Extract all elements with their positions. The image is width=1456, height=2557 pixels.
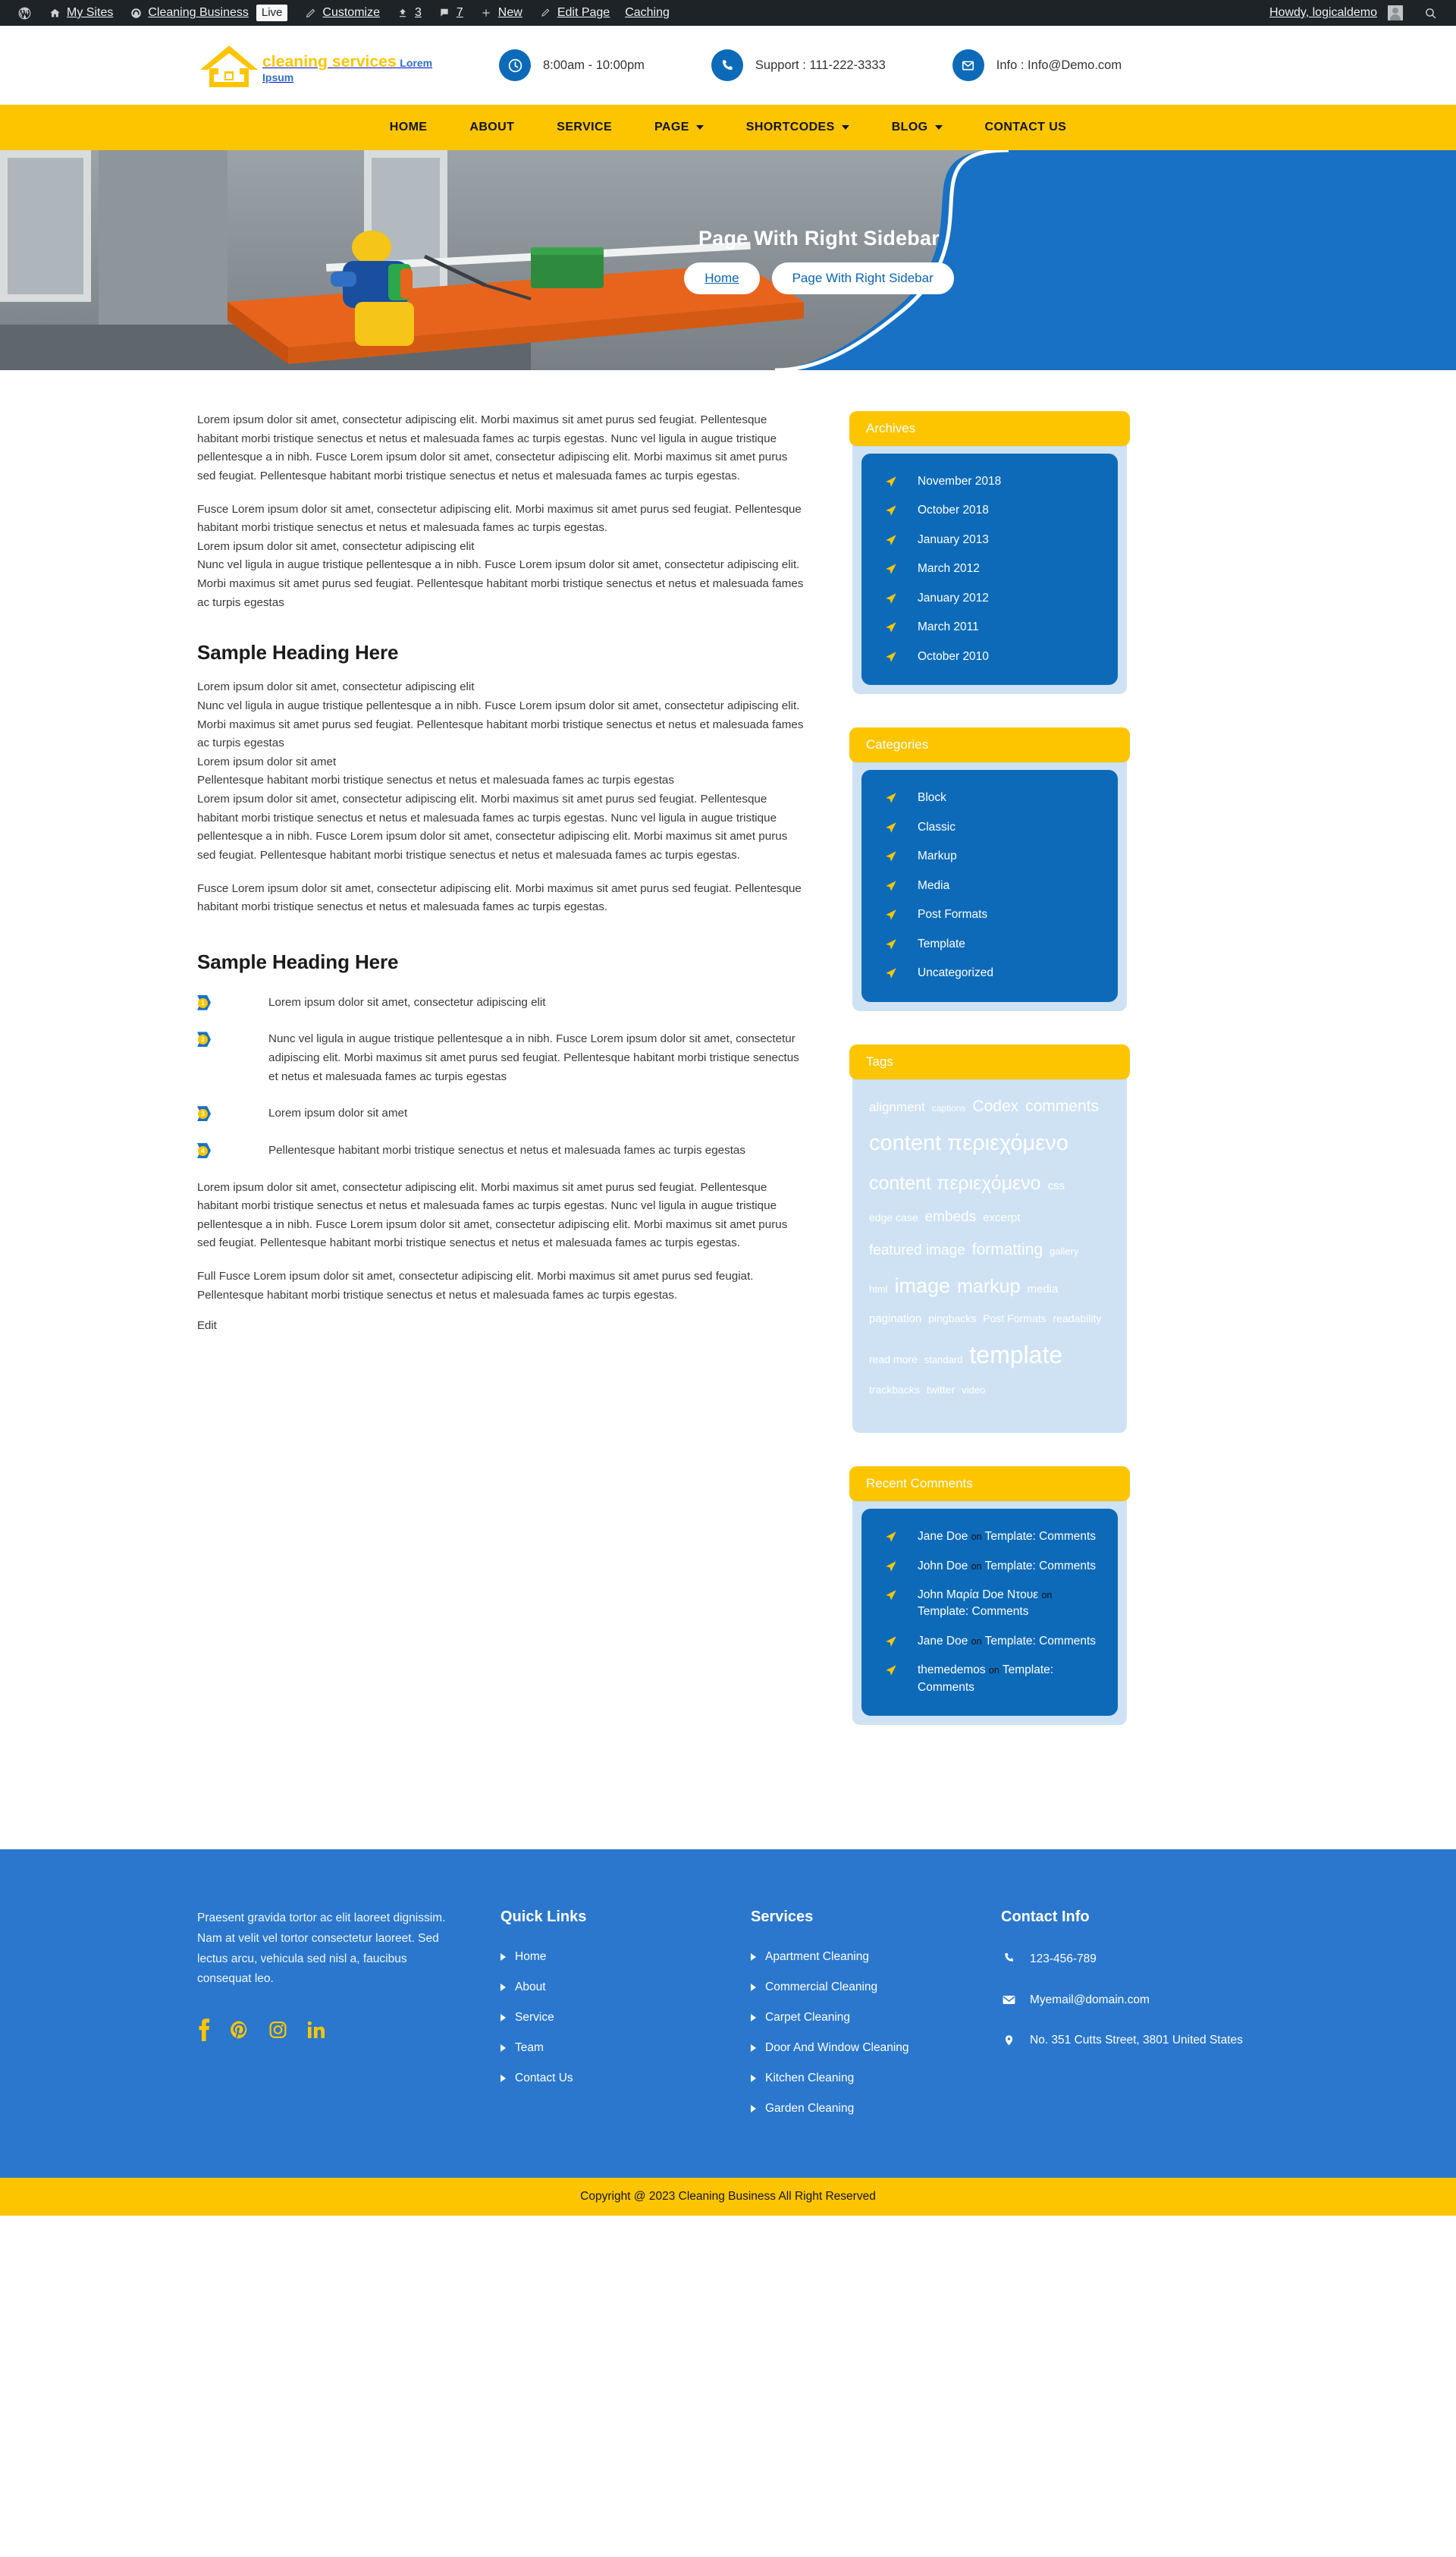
sites-icon [47,5,62,20]
pinterest-icon[interactable] [230,2018,249,2045]
edit-link[interactable]: Edit [197,1319,217,1333]
triangle-right-icon [751,2075,756,2082]
tag-cloud [852,1075,1127,1434]
breadcrumb-home[interactable]: Home [684,262,759,294]
category-link[interactable]: Post Formats [918,908,988,922]
edit-icon [538,5,553,20]
comment-post-title: Template: Comments [984,1530,1097,1544]
services-list [751,1950,1001,2116]
tag-link[interactable]: readability [1053,1311,1102,1324]
tag-link[interactable]: alignment [869,1099,925,1114]
category-link[interactable]: Uncategorized [918,966,993,980]
list-item[interactable] [875,646,1104,668]
list-item[interactable] [875,470,1104,493]
category-link[interactable]: Template [918,937,965,950]
list-item[interactable] [875,787,1104,809]
adminbar-comments-count: 7 [456,6,463,19]
tag-link[interactable]: twitter [926,1384,956,1396]
list-item [1001,1991,1259,2009]
arrow-icon [884,1663,898,1677]
tag-link[interactable]: Post Formats [983,1311,1046,1324]
list-item[interactable] [875,1584,1104,1624]
list-marker-icon: 2 [197,1032,214,1048]
adminbar-edit-page-label: Edit Page [557,6,610,19]
tag-link[interactable]: media [1027,1283,1059,1296]
quick-link[interactable]: About [515,1981,546,1994]
triangle-right-icon [751,2014,756,2021]
arrow-icon [884,1635,898,1648]
list-item[interactable] [751,1981,1001,1994]
comment-on-label: on [1041,1590,1053,1600]
list-item[interactable] [751,2072,1001,2085]
location-icon [1001,2031,1016,2047]
archives-link[interactable]: March 2011 [918,620,979,634]
search-icon [1423,5,1438,20]
tag-link[interactable]: pagination [869,1311,922,1325]
nav-label-page: PAGE [654,121,689,134]
quick-link[interactable]: Contact Us [515,2072,573,2085]
nav-label-home: HOME [389,121,428,134]
footer-social-links [197,2018,455,2045]
content-paragraph-5: Fusce Lorem ipsum dolor sit amet, consectetur adipiscing elit. Morbi maximus sit amet purus sed feugiat. Pellentesque habitant morbi tristique senectus et netus et malesuada fames ac turpis egestas. [197,881,802,914]
chevron-down-icon [696,125,704,130]
arrow-icon [884,791,898,805]
pencil-icon [303,5,318,20]
list-item[interactable] [875,1659,1104,1699]
list-item[interactable] [500,2072,751,2085]
logo-title: cleaning services [262,53,397,71]
archives-link[interactable]: March 2012 [918,562,980,576]
arrow-icon [884,562,898,576]
adminbar-site-name[interactable] [121,0,256,26]
tag-link[interactable]: edge case [869,1211,918,1224]
adminbar-live-badge-wrap [256,0,296,26]
header-info-hours [499,49,645,81]
phone-icon [1001,1950,1016,1964]
list-item[interactable] [751,2011,1001,2025]
comment-on-label: on [971,1531,982,1543]
list-item[interactable] [875,1555,1104,1578]
triangle-right-icon [500,1953,506,1961]
archives-link[interactable]: January 2013 [918,532,989,546]
arrow-icon [884,966,898,980]
contact-email-text: Myemail@domain.com [1030,1993,1150,2006]
widget-tags [849,1044,1130,1434]
list-item[interactable] [875,587,1104,610]
list-item[interactable] [500,2011,751,2025]
footer-about [197,1908,500,2132]
list-item[interactable] [875,1525,1104,1548]
adminbar-edit-page[interactable] [530,0,617,26]
header-info-email [952,49,1122,81]
arrow-icon [884,1560,898,1573]
mail-icon [1001,1991,1016,2007]
nav-item-shortcodes[interactable] [725,105,871,150]
widget-categories-body [852,758,1127,1010]
list-item [197,994,804,1013]
header-hours-text: 8:00am - 10:00pm [543,58,645,72]
nav-item-about[interactable] [448,105,535,150]
content-numbered-list [197,994,804,1161]
category-link[interactable]: Classic [918,820,956,834]
list-item[interactable] [875,875,1104,897]
recent-comment-link[interactable] [898,1558,1096,1575]
tag-link[interactable]: embeds [924,1209,977,1226]
list-item[interactable] [751,1950,1001,1964]
list-item [197,1142,804,1161]
widget-tags-title: Tags [849,1044,1130,1079]
contact-address-text: No. 351 Cutts Street, 3801 United States [1030,2033,1243,2047]
list-marker-icon: 4 [197,1143,214,1160]
hero-content [0,150,1456,370]
arrow-icon [884,879,898,893]
comment-author: John Μαρία Doe Ντουε [918,1588,1039,1601]
list-item-text: Lorem ipsum dolor sit amet [268,1107,408,1120]
triangle-right-icon [500,2014,506,2021]
plus-icon [479,5,494,20]
content-paragraph-4-line5: Lorem ipsum dolor sit amet, consectetur adipiscing elit. Morbi maximus sit amet purus sed feugiat. Pellentesque habitant morbi tristique senectus et netus et malesuada fames ac turpis egestas. Nunc vel ligula in augue tristique pellentesque a in nibh. Fusce Lorem ipsum dolor sit amet, consectetur adipiscing elit. Morbi maximus sit amet purus sed feugiat. Pellentesque habitant morbi tristique senectus et netus et malesuada fames ac turpis egestas. [197,793,788,862]
hero-banner [0,150,1456,370]
list-item[interactable] [500,1981,751,1994]
header-info-group [499,49,1122,81]
main-content [197,411,827,1758]
header-info-support [711,49,886,81]
triangle-right-icon [500,2044,506,2052]
tag-link[interactable]: Codex [972,1097,1019,1115]
widget-archives-body [852,441,1127,694]
list-item[interactable] [875,499,1104,522]
recent-comment-link[interactable] [898,1528,1096,1545]
archives-link[interactable]: October 2010 [918,649,989,663]
widget-archives [849,411,1130,694]
content-paragraph-1: Lorem ipsum dolor sit amet, consectetur adipiscing elit. Morbi maximus sit amet purus sed feugiat. Pellentesque habitant morbi tristique senectus et netus et malesuada fames ac turpis egestas. Nunc vel ligula in augue tristique pellentesque a in nibh. Fusce Lorem ipsum dolor sit amet, consectetur adipiscing elit. Morbi maximus sit amet purus sed feugiat. Pellentesque habitant morbi tristique senectus et netus et malesuada fames ac turpis egestas. [197,413,788,482]
comment-post-title: Template: Comments [984,1634,1097,1648]
tag-link[interactable]: excerpt [983,1211,1021,1225]
adminbar-customize[interactable] [295,0,388,26]
page-title: Page With Right Sidebar [698,226,940,250]
adminbar-wp-logo[interactable] [9,0,39,26]
mail-icon [952,49,984,81]
category-link[interactable]: Markup [918,850,957,863]
content-paragraph-3-line2: Nunc vel ligula in augue tristique pellentesque a in nibh. Fusce Lorem ipsum dolor sit amet, consectetur adipiscing elit. Morbi maximus sit amet purus sed feugiat. Pellentesque habitant morbi tristique senectus et netus et malesuada fames ac turpis egestas [197,558,804,609]
service-link[interactable]: Door And Window Cleaning [765,2041,909,2055]
nav-item-home[interactable] [369,105,449,150]
nav-label-contact-us: CONTACT US [984,121,1067,134]
nav-label-about: ABOUT [469,121,515,134]
widget-categories-title: Categories [849,727,1130,762]
logo-wordmark [262,54,447,88]
comment-post-title: Template: Comments [984,1559,1097,1572]
list-item-text: Lorem ipsum dolor sit amet, consectetur adipiscing elit [268,995,546,1009]
comment-author: John Doe [918,1559,968,1572]
widget-recent-comments [849,1466,1130,1725]
list-item [1001,2031,1259,2049]
arrow-icon [884,592,898,605]
footer-services [751,1908,1001,2132]
site-footer [0,1849,1456,2178]
comment-icon [437,5,452,20]
list-item[interactable] [875,558,1104,580]
adminbar-caching-label: Caching [625,6,670,19]
facebook-icon[interactable] [197,2018,210,2045]
service-link[interactable]: Garden Cleaning [765,2102,855,2116]
breadcrumb [684,262,954,294]
house-logo-icon [197,42,261,88]
site-logo[interactable] [197,42,447,88]
copyright-bar [0,2178,1456,2216]
adminbar-customize-label: Customize [322,6,380,19]
arrow-icon [884,908,898,922]
adminbar-new-label: New [497,6,522,19]
tag-link[interactable]: html [869,1283,888,1296]
content-paragraph-6: Lorem ipsum dolor sit amet, consectetur adipiscing elit. Morbi maximus sit amet purus sed feugiat. Pellentesque habitant morbi tristique senectus et netus et malesuada fames ac turpis egestas. Nunc vel ligula in augue tristique pellentesque a in nibh. Fusce Lorem ipsum dolor sit amet, consectetur adipiscing elit. Morbi maximus sit amet purus sed feugiat. Pellentesque habitant morbi tristique senectus et netus et malesuada fames ac turpis egestas. [197,1180,788,1250]
comment-author: themedemos [918,1663,986,1677]
footer-quick-links-title: Quick Links [500,1908,587,1926]
triangle-right-icon [751,1953,756,1961]
widget-archives-title: Archives [849,411,1130,446]
arrow-icon [884,938,898,951]
recent-comment-link[interactable] [898,1633,1096,1650]
service-link[interactable]: Commercial Cleaning [765,1981,878,1994]
adminbar-search-button[interactable] [1410,0,1447,26]
content-paragraph-7: Full Fusce Lorem ipsum dolor sit amet, consectetur adipiscing elit. Morbi maximus sit amet purus sed feugiat. Pellentesque habitant morbi tristique senectus et netus et malesuada fames ac turpis egestas. [197,1270,754,1302]
recent-comment-link[interactable] [898,1587,1104,1621]
list-item-text: Nunc vel ligula in augue tristique pellentesque a in nibh. Fusce Lorem ipsum dolor sit amet, consectetur adipiscing elit. Morbi maximus sit amet purus sed feugiat. Pellentesque habitant morbi tristique senectus et netus et malesuada fames ac turpis egestas [268,1032,799,1083]
content-paragraph-4-line4: Pellentesque habitant morbi tristique senectus et netus et malesuada fames ac turpis egestas [197,774,674,787]
service-link[interactable]: Kitchen Cleaning [765,2072,855,2085]
adminbar-account[interactable] [1262,0,1410,26]
tag-link[interactable]: video [962,1384,986,1396]
content-paragraph-3-line1: Lorem ipsum dolor sit amet, consectetur adipiscing elit [197,539,475,553]
nav-label-blog: BLOG [891,121,928,134]
clock-icon [499,49,531,81]
adminbar-updates-count: 3 [414,6,422,19]
sidebar [827,411,1130,1758]
comment-on-label: on [971,1560,982,1572]
wordpress-icon [17,5,32,20]
list-item[interactable] [875,816,1104,839]
tag-link[interactable]: standard [924,1354,963,1366]
comment-on-label: on [971,1635,982,1647]
header-email-text: Info : Info@Demo.com [996,58,1122,72]
comment-post-title: Template: Comments [918,1663,1054,1694]
arrow-icon [884,1530,898,1544]
quick-links-list [500,1950,751,2085]
archives-link[interactable]: October 2018 [918,504,989,517]
arrow-icon [884,1588,898,1602]
page-body [197,370,1259,1849]
nav-item-page[interactable] [633,105,725,150]
adminbar-live-badge: Live [256,5,288,21]
content-paragraph-4-line2: Nunc vel ligula in augue tristique pellentesque a in nibh. Fusce Lorem ipsum dolor sit amet, consectetur adipiscing elit. Morbi maximus sit amet purus sed feugiat. Pellentesque habitant morbi tristique senectus et netus et malesuada fames ac turpis egestas [197,699,804,750]
copyright-text: Copyright @ 2023 Cleaning Business All Right Reserved [580,2190,876,2204]
content-paragraph-4-line3: Lorem ipsum dolor sit amet [197,755,337,768]
arrow-icon [884,504,898,517]
list-item[interactable] [500,1950,751,1964]
comment-post-title: Template: Comments [918,1605,1029,1619]
tag-link[interactable]: gallery [1050,1245,1079,1257]
list-item-text: Pellentesque habitant morbi tristique senectus et netus et malesuada fames ac turpis egestas [268,1143,745,1157]
footer-about-text: Praesent gravida tortor ac elit laoreet dignissim. Nam at velit vel tortor consectetur laoreet. Sed lectus arcu, vehicula sed nisl a, faucibus consequat leo. [197,1911,446,1986]
list-item[interactable] [751,2102,1001,2116]
recent-comments-list [875,1525,1104,1699]
nav-item-service[interactable] [535,105,633,150]
footer-quick-links [500,1908,751,2132]
site-header [0,26,1456,105]
tag-link[interactable]: pingbacks [928,1311,977,1324]
adminbar-howdy: Howdy, logicaldemo [1269,6,1377,19]
breadcrumb-current: Page With Right Sidebar [772,262,954,294]
chevron-down-icon [842,125,849,130]
widget-recent-comments-title: Recent Comments [849,1466,1130,1501]
content-heading-2: Sample Heading Here [197,950,399,973]
tag-link[interactable]: comments [1025,1097,1099,1115]
list-item[interactable] [875,529,1104,551]
arrow-icon [884,850,898,863]
service-link[interactable]: Apartment Cleaning [765,1950,869,1964]
tag-link[interactable]: content περιεχόμενο [869,1172,1041,1194]
footer-services-title: Services [751,1908,814,1926]
linkedin-icon[interactable] [307,2018,325,2045]
footer-contact [1001,1908,1259,2132]
triangle-right-icon [751,2105,756,2113]
triangle-right-icon [500,2075,506,2082]
triangle-right-icon [751,1984,756,1991]
service-link[interactable]: Carpet Cleaning [765,2011,851,2025]
tag-link[interactable]: image [894,1274,951,1298]
list-marker-icon: 3 [197,1106,214,1123]
quick-link[interactable]: Home [515,1950,547,1964]
update-icon [395,5,410,20]
contact-info-list [1001,1950,1259,2049]
adminbar-my-sites[interactable] [39,0,121,26]
triangle-right-icon [751,2044,756,2052]
contact-phone-text: 123-456-789 [1030,1952,1097,1966]
adminbar-caching[interactable] [617,0,677,26]
list-item[interactable] [875,1630,1104,1653]
category-link[interactable]: Block [918,791,946,805]
logo-subtitle: Lorem Ipsum [262,57,433,83]
widget-recent-comments-body [852,1497,1127,1725]
list-item [197,1104,804,1123]
widget-categories [849,727,1130,1010]
dashboard-icon [128,5,143,20]
comment-on-label: on [988,1665,999,1676]
categories-list [875,787,1104,985]
wp-admin-bar [0,0,1456,26]
adminbar-right-group [1262,0,1447,26]
nav-list [369,105,1087,150]
adminbar-comments[interactable] [429,0,471,26]
tag-link[interactable]: read more [869,1353,918,1366]
list-item[interactable] [875,933,1104,956]
category-link[interactable]: Media [918,878,950,892]
comment-author: Jane Doe [918,1530,968,1544]
triangle-right-icon [500,1984,506,1991]
list-item[interactable] [875,903,1104,926]
instagram-icon[interactable] [268,2018,287,2045]
adminbar-updates[interactable] [388,0,429,26]
recent-comment-link[interactable] [898,1662,1104,1696]
content-heading-1: Sample Heading Here [197,641,399,664]
nav-label-service: SERVICE [557,121,613,134]
arrow-icon [884,821,898,834]
list-item[interactable] [875,616,1104,639]
list-item[interactable] [875,845,1104,868]
tag-link[interactable]: captions [931,1102,966,1114]
list-item[interactable] [875,962,1104,985]
adminbar-my-sites-label: My Sites [67,6,114,19]
tag-link[interactable]: content περιεχόμενο [869,1131,1068,1156]
quick-link[interactable]: Service [515,2011,554,2025]
phone-icon [711,49,743,81]
arrow-icon [884,475,898,488]
nav-label-shortcodes: SHORTCODES [745,121,835,134]
list-item[interactable] [751,2041,1001,2055]
tag-link[interactable]: trackbacks [869,1384,920,1396]
list-item [1001,1950,1259,1968]
content-paragraph-2: Fusce Lorem ipsum dolor sit amet, consectetur adipiscing elit. Morbi maximus sit amet purus sed feugiat. Pellentesque habitant morbi tristique senectus et netus et malesuada fames ac turpis egestas. [197,502,802,535]
nav-item-blog[interactable] [871,105,964,150]
header-support-text: Support : 111-222-3333 [755,58,886,72]
tag-link[interactable]: css [1047,1179,1065,1192]
arrow-icon [884,533,898,547]
main-navigation [0,105,1456,150]
nav-item-contact-us[interactable] [964,105,1088,150]
comment-author: Jane Doe [918,1634,968,1648]
tag-link[interactable]: markup [957,1276,1021,1298]
content-paragraph-4-line1: Lorem ipsum dolor sit amet, consectetur adipiscing elit [197,680,475,694]
adminbar-site-name-label: Cleaning Business [148,6,249,19]
archives-list [875,470,1104,668]
arrow-icon [884,620,898,634]
avatar [1388,5,1403,20]
tag-link[interactable]: featured image [869,1242,965,1258]
tag-link[interactable]: template [969,1341,1063,1369]
quick-link[interactable]: Team [515,2041,544,2055]
archives-link[interactable]: November 2018 [918,475,1002,488]
list-item [197,1030,804,1086]
list-marker-icon: 1 [197,995,214,1012]
list-item[interactable] [500,2041,751,2055]
adminbar-new[interactable] [471,0,530,26]
chevron-down-icon [935,125,943,130]
archives-link[interactable]: January 2012 [918,591,989,605]
tag-link[interactable]: formatting [971,1240,1043,1258]
footer-contact-title: Contact Info [1001,1908,1090,1926]
arrow-icon [884,650,898,664]
